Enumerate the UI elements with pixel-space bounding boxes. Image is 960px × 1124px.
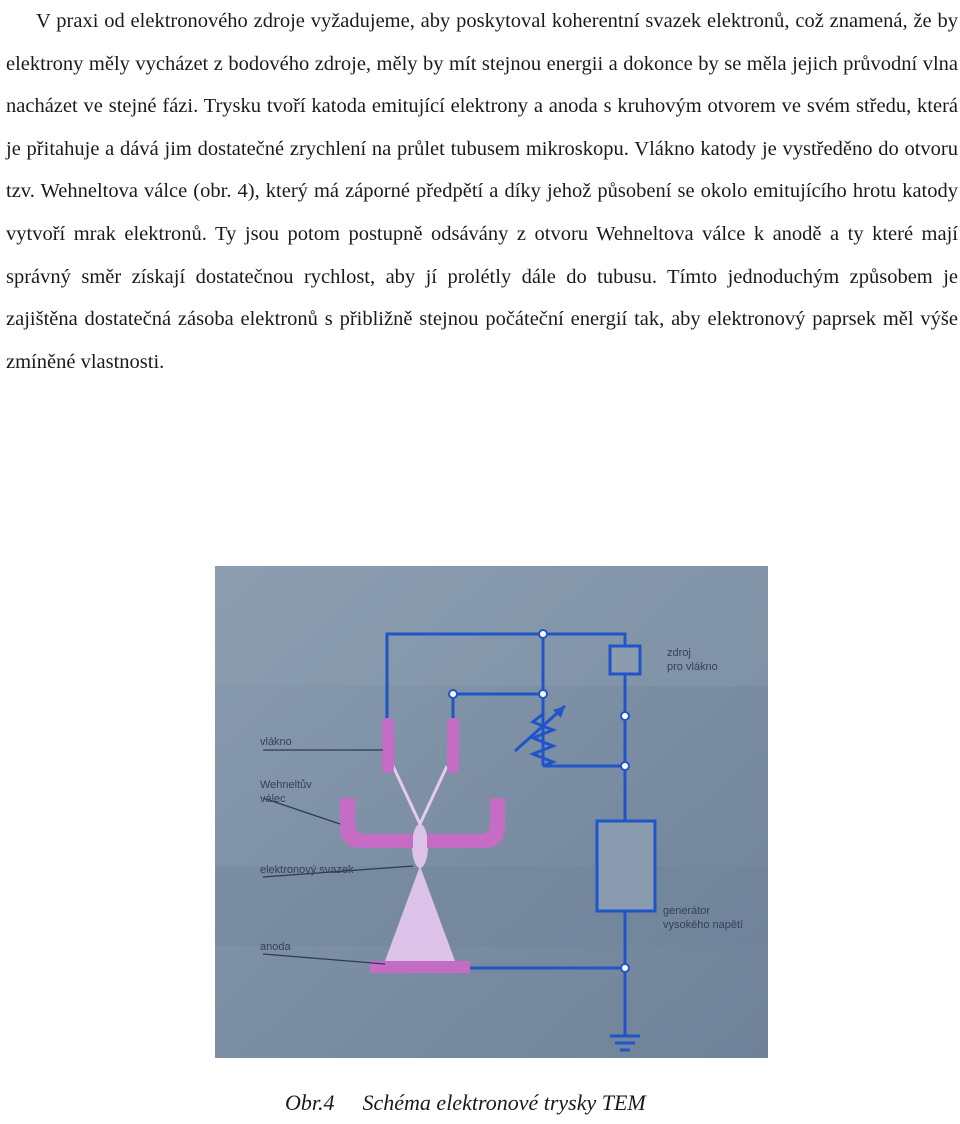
electron-crossover [412,824,428,868]
label-filament-source-line1: zdroj [667,647,691,659]
figure-caption [285,1090,646,1116]
label-hv-line2: vysokého napětí [663,919,744,931]
label-wehnelt-line1: Wehneltův [260,779,312,791]
label-beam: elektronový svazek [260,864,354,876]
filament-post-right [447,718,459,773]
electron-gun-figure [215,566,768,1058]
filament-source-box [610,646,640,674]
electron-gun-diagram [215,566,768,1058]
caption-title: Schéma elektronové trysky TEM [362,1090,646,1115]
label-filament-source-line2: pro vlákno [667,661,718,673]
label-hv-line1: generátor [663,905,711,917]
anode-plate [370,961,470,973]
hv-generator-box [597,821,655,911]
label-anode: anoda [260,941,291,953]
body-paragraph: V praxi od elektronového zdroje vyžadujeme, aby poskytoval koherentní svazek elektronů, což znamená, že by elektrony měly vycházet z bodového zdroje, měly by mít stejnou energii a dokonce by se měla jejich průvodní vlna nacházet ve stejné fázi. Trysku tvoří katoda emitující elektrony a anoda s kruhovým otvorem ve svém středu, která je přitahuje a dává jim dostatečné zrychlení na průlet tubusem mikroskopu. Vlákno katody je vystředěno do otvoru tzv. Wehneltova válce (obr. 4), který má záporné předpětí a díky jehož působení se okolo emitujícího hrotu katody vytvoří mrak elektronů. Ty jsou potom postupně odsávány z otvoru Wehneltova válce k anodě a ty které mají správný směr získají dostatečnou rychlost, aby jí prolétly dále do tubusu. Tímto jednoduchým způsobem je zajištěna dostatečná zásoba elektronů s přibližně stejnou počáteční energií tak, aby elektronový paprsek měl výše zmíněné vlastnosti. [6,10,958,373]
label-filament: vlákno [260,736,292,748]
caption-number: Obr.4 [285,1090,335,1115]
filament-post-left [382,718,394,773]
label-wehnelt-line2: válec [260,793,286,805]
